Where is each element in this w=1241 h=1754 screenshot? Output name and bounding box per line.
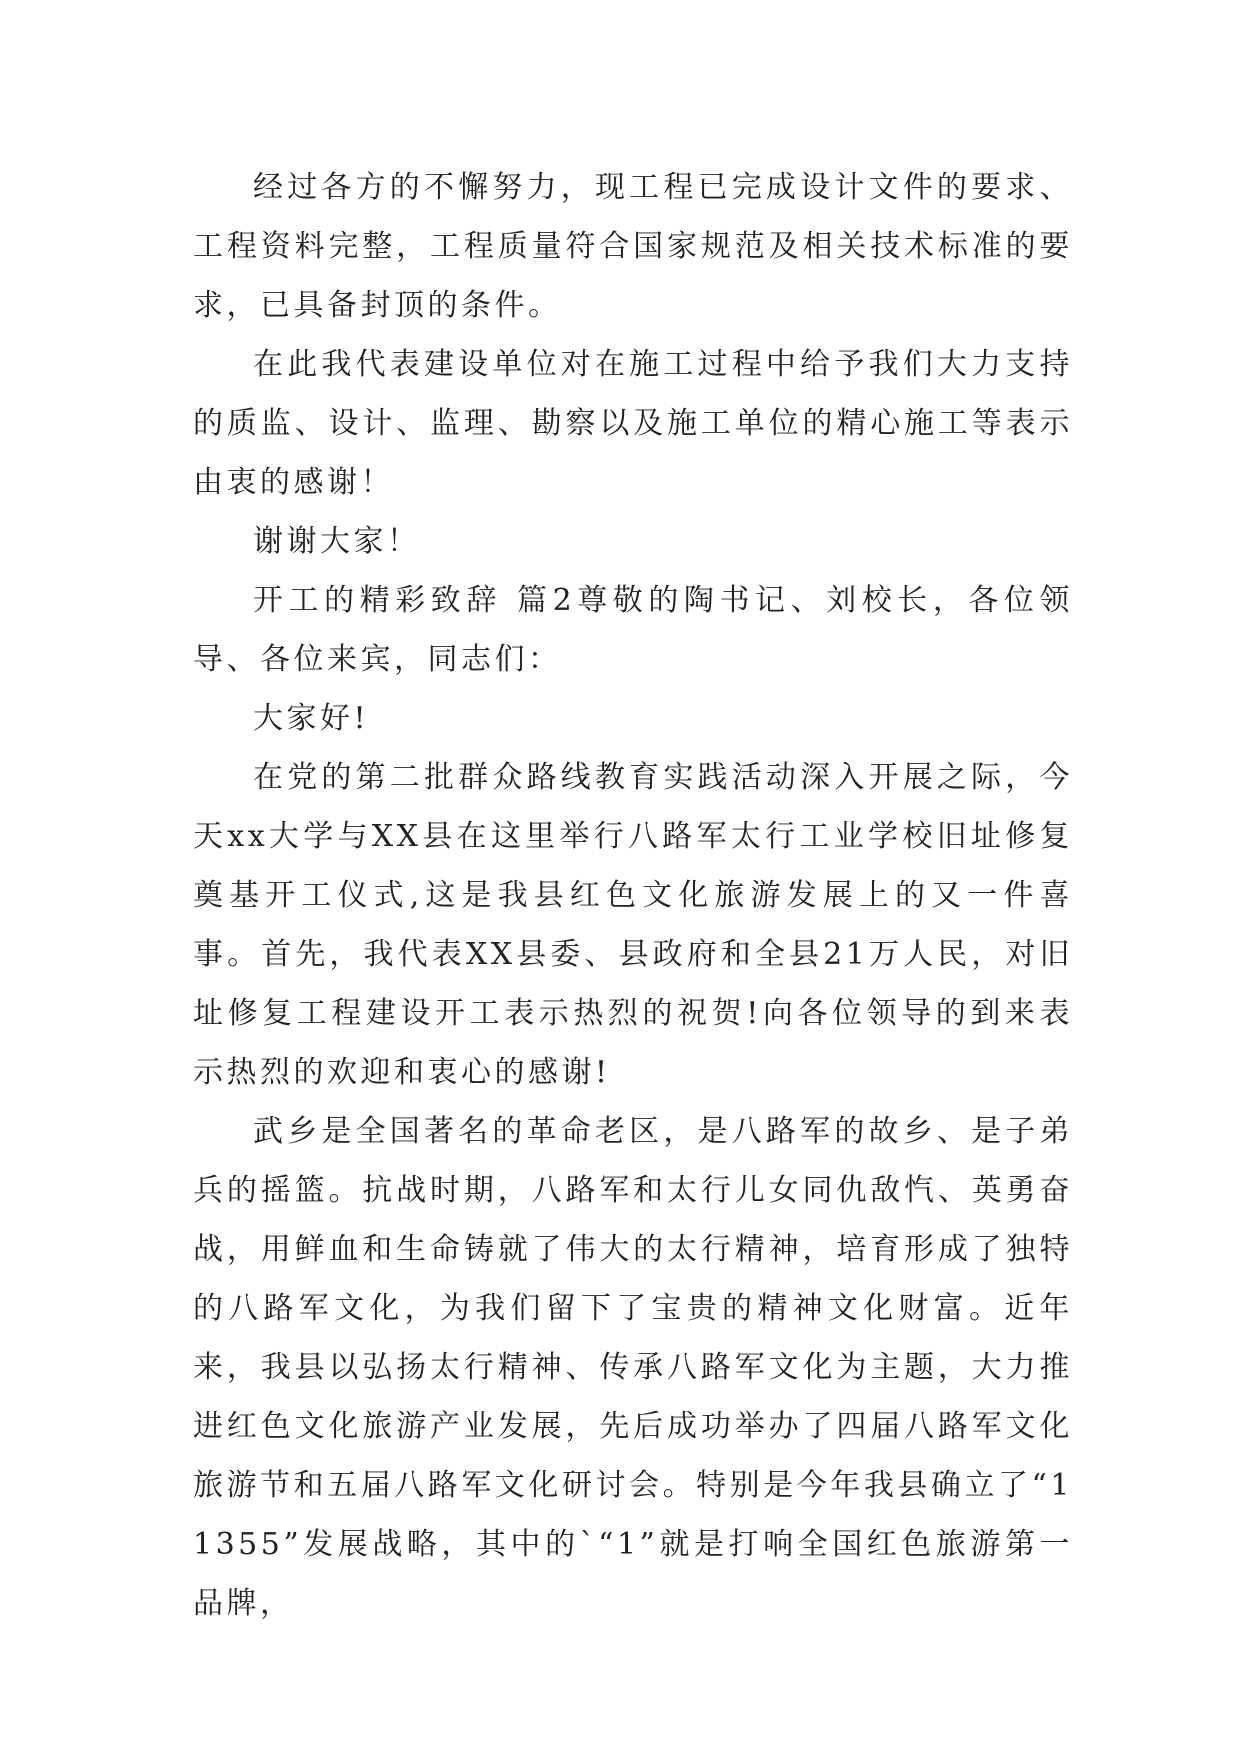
- paragraph-wuxiang: 武乡是全国著名的革命老区，是八路军的故乡、是子弟兵的摇篮。抗战时期，八路军和太行儿女同仇敌忾、英勇奋战，用鲜血和生命铸就了伟大的太行精神，培育形成了独特的八路军文化，为我们留下了宝贵的精神文化财富。近年来，我县以弘扬太行精神、传承八路军文化为主题，大力推进红色文化旅游产业发展，先后成功举办了四届八路军文化旅游节和五届八路军文化研讨会。特别是今年我县确立了“11355”发展战略，其中的`“1”就是打响全国红色旅游第一品牌，: [193, 1114, 1073, 1621]
- paragraph-ceremony: 在党的第二批群众路线教育实践活动深入开展之际，今天xx大学与XX县在这里举行八路军太行工业学校旧址修复奠基开工仪式,这是我县红色文化旅游发展上的又一件喜事。首先，我代表XX县委、县政府和全县21万人民，对旧址修复工程建设开工表示热烈的祝贺!向各位领导的到来表示热烈的欢迎和衷心的感谢!: [193, 760, 1073, 1090]
- paragraph-completion: 经过各方的不懈努力，现工程已完成设计文件的要求、工程资料完整，工程质量符合国家规范及相关技术标准的要求，已具备封顶的条件。: [193, 170, 1073, 323]
- document-body: [193, 158, 1073, 1633]
- paragraph-thank-you: 谢谢大家！: [253, 524, 421, 559]
- paragraph-hello: 大家好!: [253, 701, 370, 736]
- paragraph-thanks-units: 在此我代表建设单位对在施工过程中给予我们大力支持的质监、设计、监理、勘察以及施工单位的精心施工等表示由衷的感谢！: [193, 347, 1073, 500]
- paragraph-speech-2-greeting: 开工的精彩致辞 篇2尊敬的陶书记、刘校长，各位领导、各位来宾，同志们：: [193, 583, 1073, 677]
